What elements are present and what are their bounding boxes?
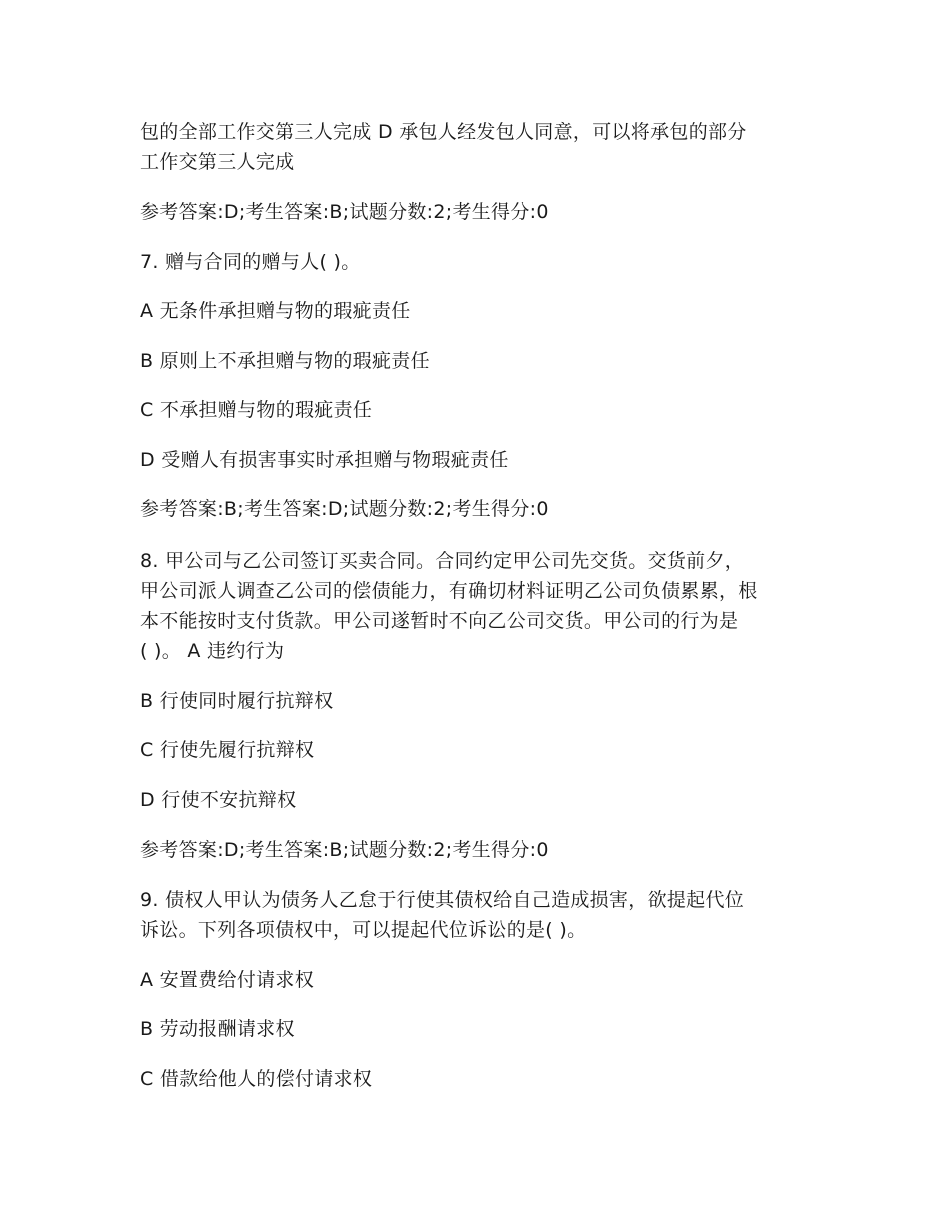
q7-option-b: B 原则上不承担赠与物的瑕疵责任 [140, 350, 430, 372]
q9-option-b: B 劳动报酬请求权 [140, 1018, 295, 1040]
q8-option-b: B 行使同时履行抗辩权 [140, 690, 334, 712]
question-8-line-3: 本不能按时支付货款。甲公司遂暂时不向乙公司交货。甲公司的行为是 [140, 610, 739, 632]
answer-line-q6: 参考答案:D;考生答案:B;试题分数:2;考生得分:0 [140, 201, 549, 223]
question-9-line-2: 诉讼。下列各项债权中，可以提起代位诉讼的是( )。 [140, 919, 587, 941]
q7-option-a: A 无条件承担赠与物的瑕疵责任 [140, 300, 411, 322]
text-line-q6-option-c-continued: 包的全部工作交第三人完成 D 承包人经发包人同意，可以将承包的部分 [140, 121, 747, 143]
q7-option-d: D 受赠人有损害事实时承担赠与物瑕疵责任 [140, 449, 509, 471]
q7-option-c: C 不承担赠与物的瑕疵责任 [140, 399, 373, 421]
q9-option-c: C 借款给他人的偿付请求权 [140, 1068, 373, 1090]
question-8-line-1: 8. 甲公司与乙公司签订买卖合同。合同约定甲公司先交货。交货前夕， [140, 550, 745, 572]
q8-option-d: D 行使不安抗辩权 [140, 789, 297, 811]
q8-option-c: C 行使先履行抗辩权 [140, 739, 315, 761]
question-8-line-2: 甲公司派人调查乙公司的偿债能力，有确切材料证明乙公司负债累累，根 [140, 580, 758, 602]
answer-line-q7: 参考答案:B;考生答案:D;试题分数:2;考生得分:0 [140, 498, 549, 520]
answer-line-q8: 参考答案:D;考生答案:B;试题分数:2;考生得分:0 [140, 839, 549, 861]
question-8-line-4: ( )。 A 违约行为 [140, 640, 285, 662]
q9-option-a: A 安置费给付请求权 [140, 969, 315, 991]
question-7: 7. 赠与合同的赠与人( )。 [140, 251, 361, 273]
text-line-q6-option-d-continued: 工作交第三人完成 [140, 151, 295, 173]
question-9-line-1: 9. 债权人甲认为债务人乙怠于行使其债权给自己造成损害，欲提起代位 [140, 889, 745, 911]
